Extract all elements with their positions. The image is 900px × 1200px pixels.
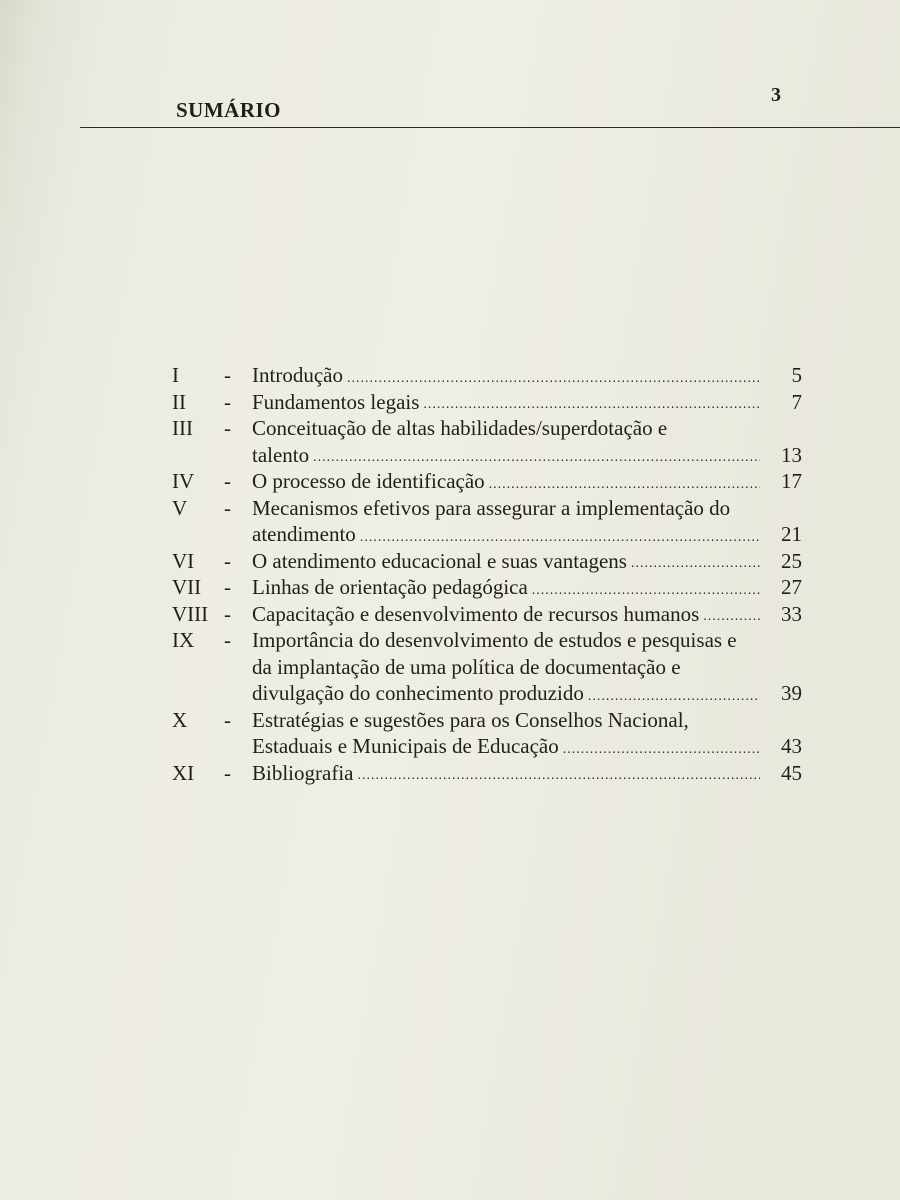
toc-title: Mecanismos efetivos para assegurar a implementação do (252, 495, 731, 520)
toc-entry (172, 362, 802, 389)
toc-title: Estratégias e sugestões para os Conselhos Nacional, (252, 707, 689, 732)
dot-leader (563, 740, 760, 760)
toc-page-number: 7 (791, 389, 802, 414)
toc-dash: - (224, 495, 231, 520)
toc-page-number: 39 (781, 681, 802, 705)
toc-title: Bibliografia (252, 760, 354, 785)
toc-dash: - (224, 628, 231, 652)
dot-leader (532, 581, 760, 601)
dot-leader (313, 448, 760, 468)
dot-leader (588, 687, 760, 707)
toc-entry (172, 574, 802, 601)
toc-page-number: 45 (781, 760, 802, 785)
toc-numeral: IV (172, 469, 195, 493)
toc-entry (172, 707, 802, 734)
dot-leader (703, 607, 760, 627)
toc-entry (172, 733, 802, 760)
dot-leader (357, 766, 760, 786)
toc-entry (172, 468, 802, 495)
toc-dash: - (224, 389, 231, 414)
toc-numeral: V (172, 495, 188, 520)
toc-entry (172, 680, 802, 707)
toc-numeral: VII (172, 575, 202, 599)
toc-dash: - (224, 548, 231, 573)
toc-numeral: XI (172, 760, 195, 785)
toc-page-number: 33 (781, 601, 802, 626)
toc-title: atendimento (252, 522, 356, 546)
toc-numeral: I (172, 363, 179, 387)
toc-title: O atendimento educacional e suas vantagens (252, 548, 627, 573)
toc-title: Importância do desenvolvimento de estudos e pesquisas e (252, 628, 737, 652)
toc-entry (172, 495, 802, 522)
toc-page-number: 21 (781, 522, 802, 546)
dot-leader (347, 369, 760, 389)
toc-page-number: 25 (781, 548, 802, 573)
dot-leader (631, 554, 760, 574)
toc-entry (172, 442, 802, 469)
toc-entry (172, 415, 802, 442)
toc-dash: - (224, 601, 231, 626)
toc-numeral: VIII (172, 601, 209, 626)
dot-leader (423, 395, 760, 415)
toc-page-number: 17 (781, 469, 802, 493)
toc-numeral: II (172, 389, 186, 414)
toc-numeral: III (172, 416, 193, 440)
page-number: 3 (771, 84, 781, 106)
toc-numeral: X (172, 707, 188, 732)
toc-dash: - (224, 416, 231, 440)
toc-entry (172, 601, 802, 628)
header-rule (80, 127, 900, 128)
toc-numeral: IX (172, 628, 195, 652)
toc-dash: - (224, 707, 231, 732)
table-of-contents (172, 362, 802, 786)
toc-title: O processo de identificação (252, 469, 485, 493)
dot-leader (360, 528, 760, 548)
toc-title: da implantação de uma política de documentação e (252, 654, 681, 679)
toc-entry (172, 521, 802, 548)
toc-title: Linhas de orientação pedagógica (252, 575, 528, 599)
toc-dash: - (224, 575, 231, 599)
toc-page-number: 43 (781, 734, 802, 758)
toc-dash: - (224, 469, 231, 493)
toc-entry (172, 760, 802, 787)
toc-numeral: VI (172, 548, 195, 573)
toc-title: Introdução (252, 363, 343, 387)
section-title: SUMÁRIO (176, 98, 282, 122)
toc-dash: - (224, 760, 231, 785)
page-header (80, 80, 900, 130)
toc-page-number: 13 (781, 442, 802, 467)
toc-page-number: 27 (781, 575, 802, 599)
toc-page-number: 5 (791, 363, 802, 387)
toc-title: divulgação do conhecimento produzido (252, 681, 584, 705)
toc-entry (172, 548, 802, 575)
toc-title: Fundamentos legais (252, 389, 420, 414)
toc-entry (172, 654, 802, 681)
dot-leader (489, 475, 760, 495)
toc-title: Estaduais e Municipais de Educação (252, 734, 559, 758)
toc-entry (172, 627, 802, 654)
toc-entry (172, 389, 802, 416)
toc-title: Conceituação de altas habilidades/superdotação e (252, 416, 668, 440)
toc-dash: - (224, 363, 231, 387)
toc-title: talento (252, 442, 310, 467)
toc-title: Capacitação e desenvolvimento de recursos humanos (252, 601, 700, 626)
